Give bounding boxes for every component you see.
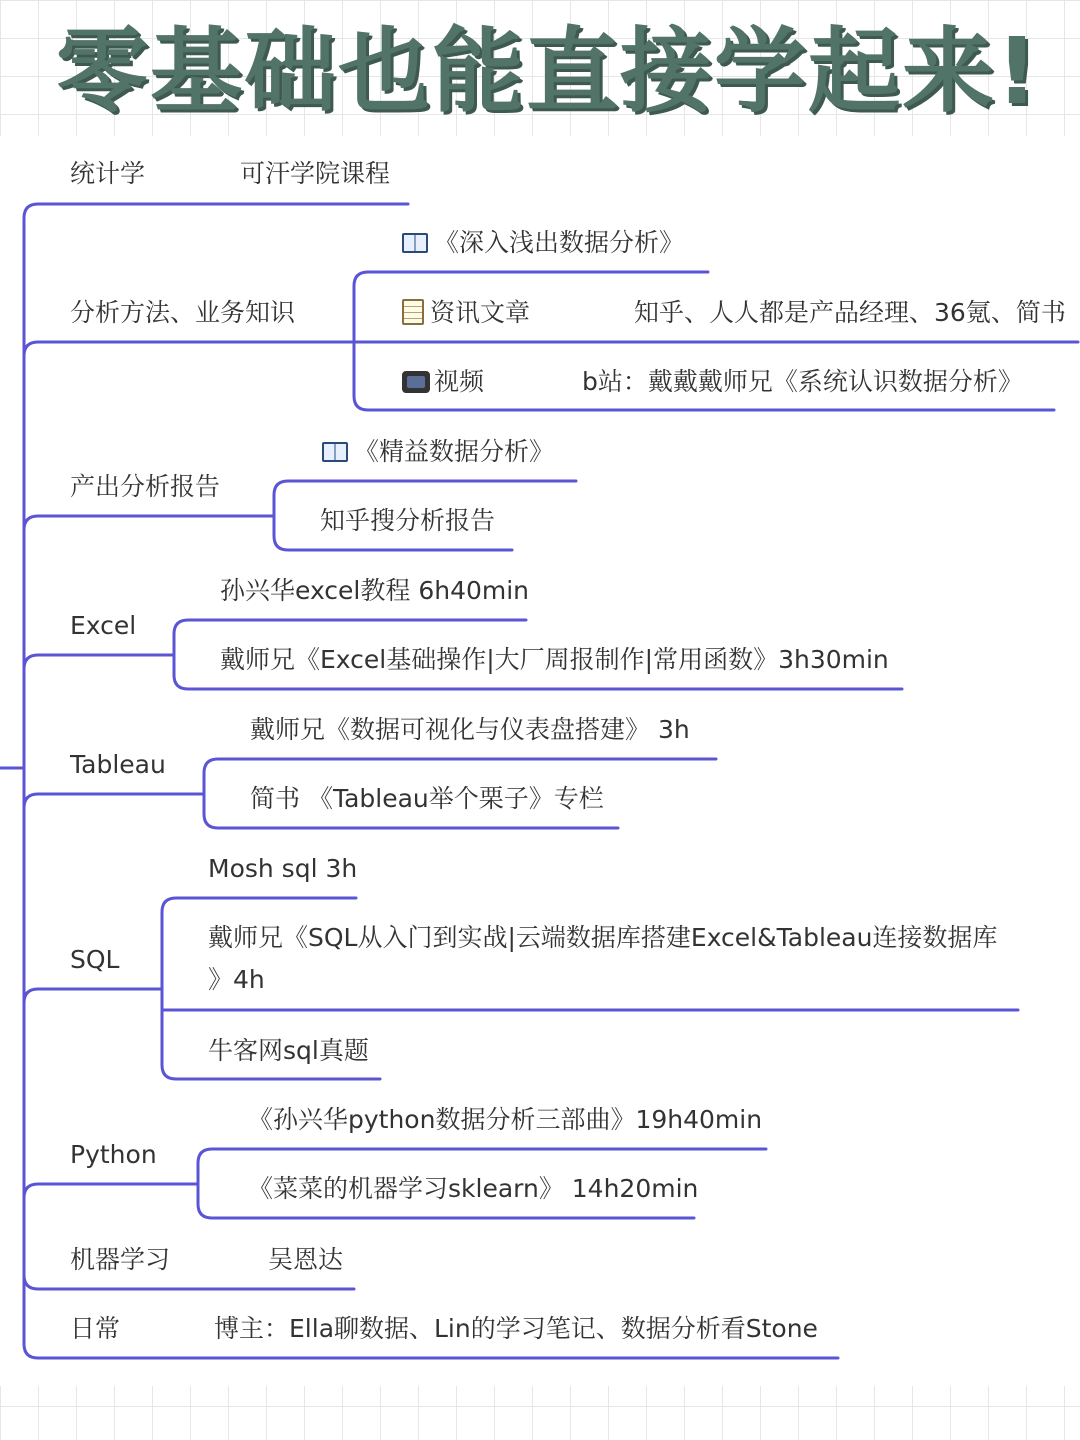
node-stats: 统计学 xyxy=(70,159,146,188)
node-analysis-book-label: 《深入浅出数据分析》 xyxy=(434,228,685,257)
connector-python xyxy=(24,1184,198,1198)
connector-ml xyxy=(24,1275,354,1289)
connector-tableau xyxy=(24,794,204,808)
node-analysis-articles-note: 知乎、人人都是产品经理、36氪、简书 xyxy=(634,298,1066,327)
node-tableau: Tableau xyxy=(70,750,166,779)
node-sql-item: 牛客网sql真题 xyxy=(208,1036,369,1065)
book-icon xyxy=(402,233,428,253)
node-analysis-book xyxy=(402,227,684,259)
node-ml: 机器学习 xyxy=(70,1245,171,1274)
node-report-book-label: 《精益数据分析》 xyxy=(354,437,555,466)
book-icon xyxy=(322,442,348,462)
node-python: Python xyxy=(70,1140,157,1169)
node-analysis-video-note: b站：戴戴戴师兄《系统认识数据分析》 xyxy=(582,367,1023,396)
node-tableau-item: 简书 《Tableau举个栗子》专栏 xyxy=(250,784,604,813)
connector-report xyxy=(24,516,274,530)
node-daily-note: 博主：Ella聊数据、Lin的学习笔记、数据分析看Stone xyxy=(214,1314,818,1343)
node-sql-item-cont: 》4h xyxy=(208,965,265,994)
node-daily: 日常 xyxy=(70,1314,121,1343)
node-report-book xyxy=(322,436,554,468)
node-tableau-item: 戴师兄《数据可视化与仪表盘搭建》 3h xyxy=(250,715,690,744)
node-excel: Excel xyxy=(70,611,137,640)
node-sql-item: 戴师兄《SQL从入门到实战|云端数据库搭建Excel&Tableau连接数据库 xyxy=(208,923,998,952)
node-analysis: 分析方法、业务知识 xyxy=(70,298,296,327)
node-sql-item: Mosh sql 3h xyxy=(208,854,358,883)
node-analysis-articles xyxy=(402,297,530,329)
connector-sql xyxy=(24,989,162,1003)
tv-icon xyxy=(402,371,430,393)
connector-analysis xyxy=(24,342,354,356)
node-analysis-video-label: 视频 xyxy=(434,367,485,396)
node-analysis-video xyxy=(402,366,484,398)
node-python-item: 《菜菜的机器学习sklearn》 14h20min xyxy=(248,1174,699,1203)
node-report: 产出分析报告 xyxy=(70,472,221,501)
node-excel-item: 戴师兄《Excel基础操作|大厂周报制作|常用函数》3h30min xyxy=(220,645,889,674)
connector-excel xyxy=(24,655,174,669)
node-python-item: 《孙兴华python数据分析三部曲》19h40min xyxy=(248,1105,763,1134)
node-report-search: 知乎搜分析报告 xyxy=(320,506,496,535)
node-analysis-articles-label: 资讯文章 xyxy=(430,298,531,327)
node-excel-item: 孙兴华excel教程 6h40min xyxy=(220,576,530,605)
node-ml-note: 吴恩达 xyxy=(268,1245,344,1274)
memo-icon xyxy=(402,299,424,325)
page-title: 零基础也能直接学起来! xyxy=(56,18,1040,125)
node-sql: SQL xyxy=(70,945,120,974)
node-stats-note: 可汗学院课程 xyxy=(240,159,391,188)
